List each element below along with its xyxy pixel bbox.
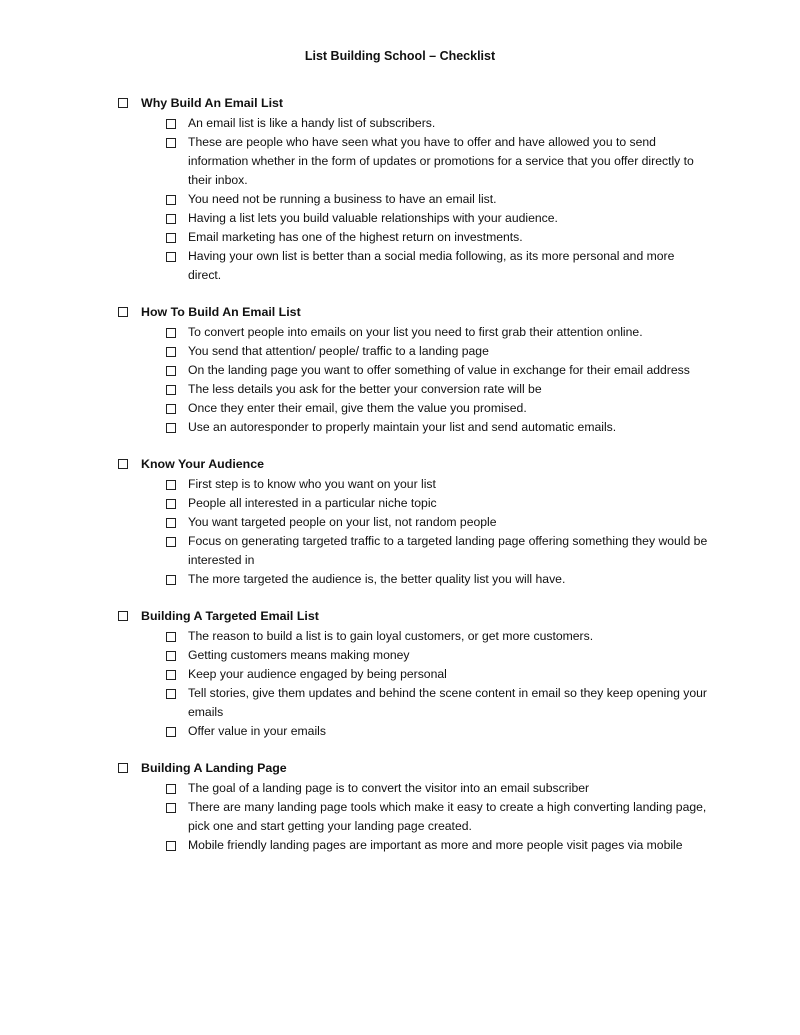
checkbox-icon[interactable] — [166, 518, 176, 528]
checkbox-icon[interactable] — [118, 98, 128, 108]
checklist-item — [166, 779, 718, 798]
checklist-item — [166, 342, 718, 361]
checkbox-icon[interactable] — [166, 366, 176, 376]
section-title: Building A Landing Page — [141, 761, 287, 775]
checkbox-icon[interactable] — [166, 784, 176, 794]
checklist-item — [166, 722, 718, 741]
checklist-item — [166, 513, 718, 532]
checklist-item — [166, 494, 718, 513]
section-header — [118, 456, 718, 475]
checklist-item — [166, 836, 718, 855]
checklist-items — [166, 779, 718, 855]
section-title: Building A Targeted Email List — [141, 609, 319, 623]
checklist-item-text: You need not be running a business to have an email list. — [188, 192, 497, 206]
checklist-item — [166, 133, 718, 190]
checklist-item — [166, 228, 718, 247]
section-building-a-landing-page — [118, 760, 718, 855]
checkbox-icon[interactable] — [166, 195, 176, 205]
checkbox-icon[interactable] — [166, 138, 176, 148]
checklist-item — [166, 627, 718, 646]
section-title: Why Build An Email List — [141, 96, 284, 110]
checklist-item — [166, 532, 718, 570]
section-header — [118, 608, 718, 627]
checklist-item-text: To convert people into emails on your list you need to first grab their attention online. — [188, 325, 643, 339]
checkbox-icon[interactable] — [166, 404, 176, 414]
checklist-item-text: There are many landing page tools which make it easy to create a high converting landing page, pick one and start getting your landing page created. — [188, 800, 707, 833]
checklist-item-text: Getting customers means making money — [188, 648, 410, 662]
section-how-to-build-an-email-list — [118, 304, 718, 437]
checklist-item — [166, 323, 718, 342]
checkbox-icon[interactable] — [118, 459, 128, 469]
checkbox-icon[interactable] — [166, 651, 176, 661]
checklist-item — [166, 798, 718, 836]
checkbox-icon[interactable] — [166, 214, 176, 224]
checklist-item-text: You send that attention/ people/ traffic to a landing page — [188, 344, 489, 358]
section-header — [118, 304, 718, 323]
checklist-item-text: Offer value in your emails — [188, 724, 326, 738]
checkbox-icon[interactable] — [166, 423, 176, 433]
checklist-item-text: These are people who have seen what you have to offer and have allowed you to send information whether in the form of updates or promotions for a service that you offer directly to their inbox. — [188, 135, 694, 187]
section-building-a-targeted-email-list — [118, 608, 718, 741]
document-title: List Building School – Checklist — [304, 49, 496, 63]
checklist-items — [166, 475, 718, 589]
checklist-item — [166, 190, 718, 209]
checklist — [118, 95, 718, 874]
checklist-item-text: The more targeted the audience is, the better quality list you will have. — [188, 572, 566, 586]
checklist-item-text: You want targeted people on your list, not random people — [188, 515, 497, 529]
checklist-item-text: The goal of a landing page is to convert the visitor into an email subscriber — [188, 781, 590, 795]
checkbox-icon[interactable] — [166, 499, 176, 509]
checklist-item — [166, 418, 718, 437]
checklist-item — [166, 380, 718, 399]
section-why-build-an-email-list — [118, 95, 718, 285]
checkbox-icon[interactable] — [118, 763, 128, 773]
checklist-items — [166, 627, 718, 741]
section-know-your-audience — [118, 456, 718, 589]
checklist-item-text: Mobile friendly landing pages are important as more and more people visit pages via mobile — [188, 838, 683, 852]
checklist-item-text: Use an autoresponder to properly maintain your list and send automatic emails. — [188, 420, 617, 434]
checkbox-icon[interactable] — [118, 611, 128, 621]
checkbox-icon[interactable] — [166, 841, 176, 851]
checklist-item-text: On the landing page you want to offer something of value in exchange for their email address — [188, 363, 690, 377]
section-header — [118, 760, 718, 779]
checkbox-icon[interactable] — [166, 347, 176, 357]
checkbox-icon[interactable] — [166, 670, 176, 680]
checklist-item-text: The reason to build a list is to gain loyal customers, or get more customers. — [188, 629, 594, 643]
checkbox-icon[interactable] — [166, 727, 176, 737]
checkbox-icon[interactable] — [166, 537, 176, 547]
checklist-item — [166, 361, 718, 380]
checklist-item — [166, 570, 718, 589]
checklist-item-text: First step is to know who you want on your list — [188, 477, 436, 491]
checkbox-icon[interactable] — [166, 803, 176, 813]
checklist-item-text: The less details you ask for the better your conversion rate will be — [188, 382, 542, 396]
checklist-item-text: Keep your audience engaged by being personal — [188, 667, 447, 681]
checklist-item-text: Having a list lets you build valuable relationships with your audience. — [188, 211, 558, 225]
section-title: Know Your Audience — [141, 457, 264, 471]
checklist-item — [166, 114, 718, 133]
section-title: How To Build An Email List — [141, 305, 301, 319]
checklist-item — [166, 684, 718, 722]
checkbox-icon[interactable] — [118, 307, 128, 317]
checkbox-icon[interactable] — [166, 119, 176, 129]
checklist-item — [166, 399, 718, 418]
checkbox-icon[interactable] — [166, 328, 176, 338]
section-header — [118, 95, 718, 114]
checklist-items — [166, 114, 718, 285]
checklist-item-text: Tell stories, give them updates and behind the scene content in email so they keep opening your emails — [188, 686, 707, 719]
checkbox-icon[interactable] — [166, 632, 176, 642]
checkbox-icon[interactable] — [166, 689, 176, 699]
checklist-item-text: Email marketing has one of the highest return on investments. — [188, 230, 523, 244]
checkbox-icon[interactable] — [166, 385, 176, 395]
checklist-item-text: An email list is like a handy list of subscribers. — [188, 116, 436, 130]
checklist-item-text: Focus on generating targeted traffic to a targeted landing page offering something they would be interested in — [188, 534, 708, 567]
checklist-item-text: Once they enter their email, give them the value you promised. — [188, 401, 527, 415]
checklist-items — [166, 323, 718, 437]
checklist-item — [166, 209, 718, 228]
checklist-item-text: Having your own list is better than a social media following, as its more personal and more direct. — [188, 249, 675, 282]
checklist-item-text: People all interested in a particular niche topic — [188, 496, 437, 510]
checkbox-icon[interactable] — [166, 233, 176, 243]
checklist-item — [166, 475, 718, 494]
checkbox-icon[interactable] — [166, 252, 176, 262]
checklist-item — [166, 665, 718, 684]
checklist-item — [166, 247, 718, 285]
checkbox-icon[interactable] — [166, 480, 176, 490]
checkbox-icon[interactable] — [166, 575, 176, 585]
checklist-item — [166, 646, 718, 665]
